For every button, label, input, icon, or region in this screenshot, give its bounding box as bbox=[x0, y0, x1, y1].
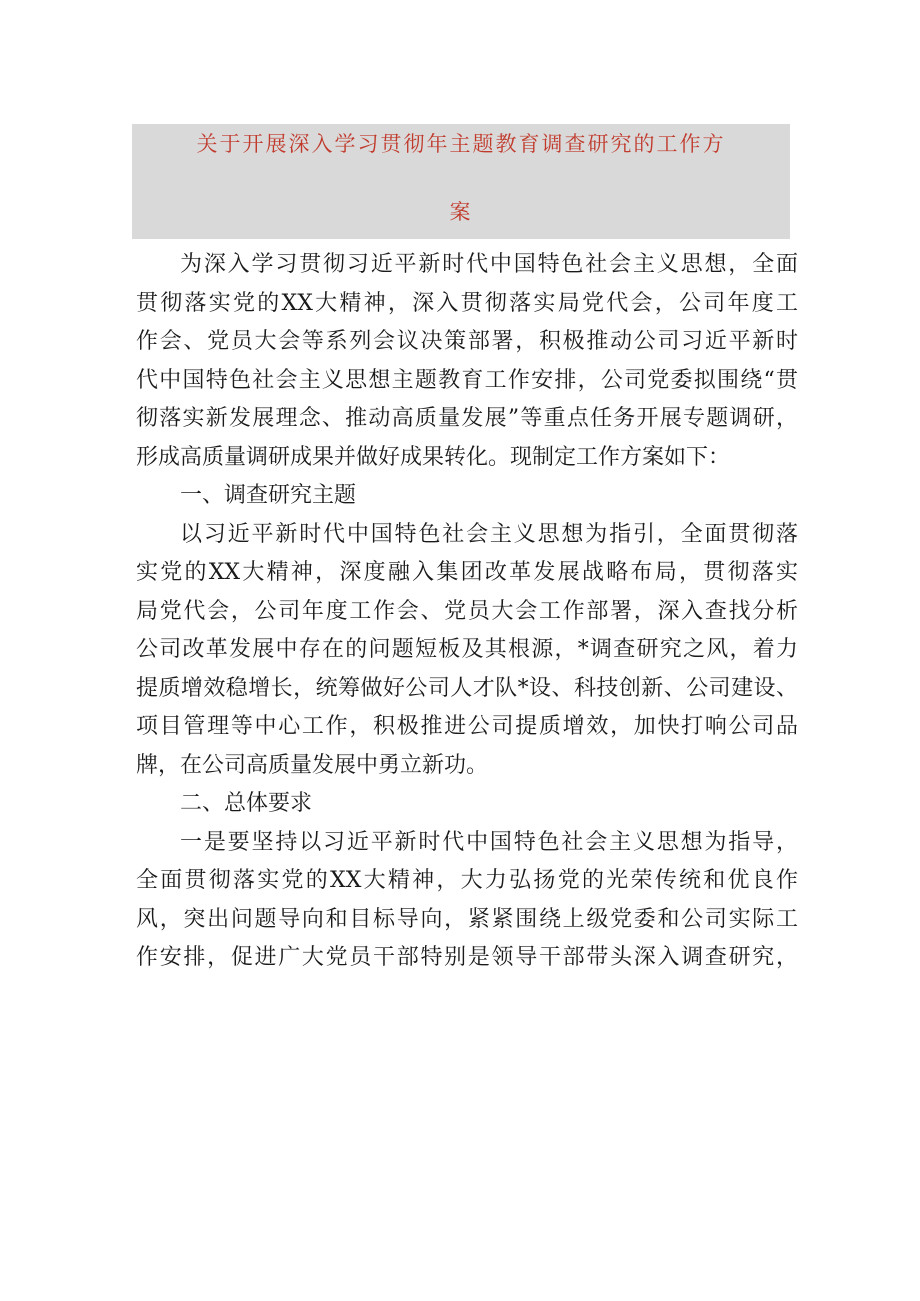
paragraph-line: 牌，在公司高质量发展中勇立新功。 bbox=[136, 752, 489, 778]
paragraph-line: 以习近平新时代中国特色社会主义思想为指引，全面贯彻落 bbox=[180, 521, 798, 547]
paragraph-line: 全面贯彻落实党的XX大精神，大力弘扬党的光荣传统和优良作 bbox=[136, 868, 798, 893]
document-title-line-1: 关于开展深入学习贯彻年主题教育调查研究的工作方 bbox=[196, 132, 726, 156]
paragraph-line: 实党的XX大精神，深度融入集团改革发展战略布局，贯彻落实 bbox=[136, 560, 798, 585]
paragraph-line: 一是要坚持以习近平新时代中国特色社会主义思想为指导， bbox=[180, 829, 798, 855]
paragraph-line: 作会、党员大会等系列会议决策部署，积极推动公司习近平新时 bbox=[136, 329, 798, 354]
paragraph-line: 提质增效稳增长，统筹做好公司人才队*设、科技创新、公司建设、 bbox=[136, 675, 798, 701]
document-title-block bbox=[132, 124, 790, 239]
paragraph-line: 代中国特色社会主义思想主题教育工作安排，公司党委拟围绕“贯 bbox=[136, 367, 798, 393]
paragraph-line: 局党代会，公司年度工作会、党员大会工作部署，深入查找分析 bbox=[136, 598, 798, 624]
paragraph-line: 公司改革发展中存在的问题短板及其根源，*调查研究之风，着力 bbox=[136, 637, 798, 662]
document-title-line-2: 案 bbox=[449, 200, 473, 224]
paragraph-line: 贯彻落实党的XX大精神，深入贯彻落实局党代会，公司年度工 bbox=[136, 290, 798, 316]
paragraph-line: 彻落实新发展理念、推动高质量发展”等重点任务开展专题调研， bbox=[136, 406, 798, 431]
paragraph-line: 为深入学习贯彻习近平新时代中国特色社会主义思想，全面 bbox=[180, 252, 798, 277]
paragraph-line: 风，突出问题导向和目标导向，紧紧围绕上级党委和公司实际工 bbox=[136, 906, 798, 932]
paragraph-line: 作安排，促进广大党员干部特别是领导干部带头深入调查研究， bbox=[136, 945, 798, 970]
paragraph-line: 形成高质量调研成果并做好成果转化。现制定工作方案如下： bbox=[136, 444, 731, 470]
paragraph-line: 项目管理等中心工作，积极推进公司提质增效，加快打响公司品 bbox=[136, 714, 798, 739]
document-body bbox=[136, 246, 798, 978]
section-heading-1: 一、调查研究主题 bbox=[180, 483, 357, 508]
section-heading-2: 二、总体要求 bbox=[180, 791, 313, 816]
